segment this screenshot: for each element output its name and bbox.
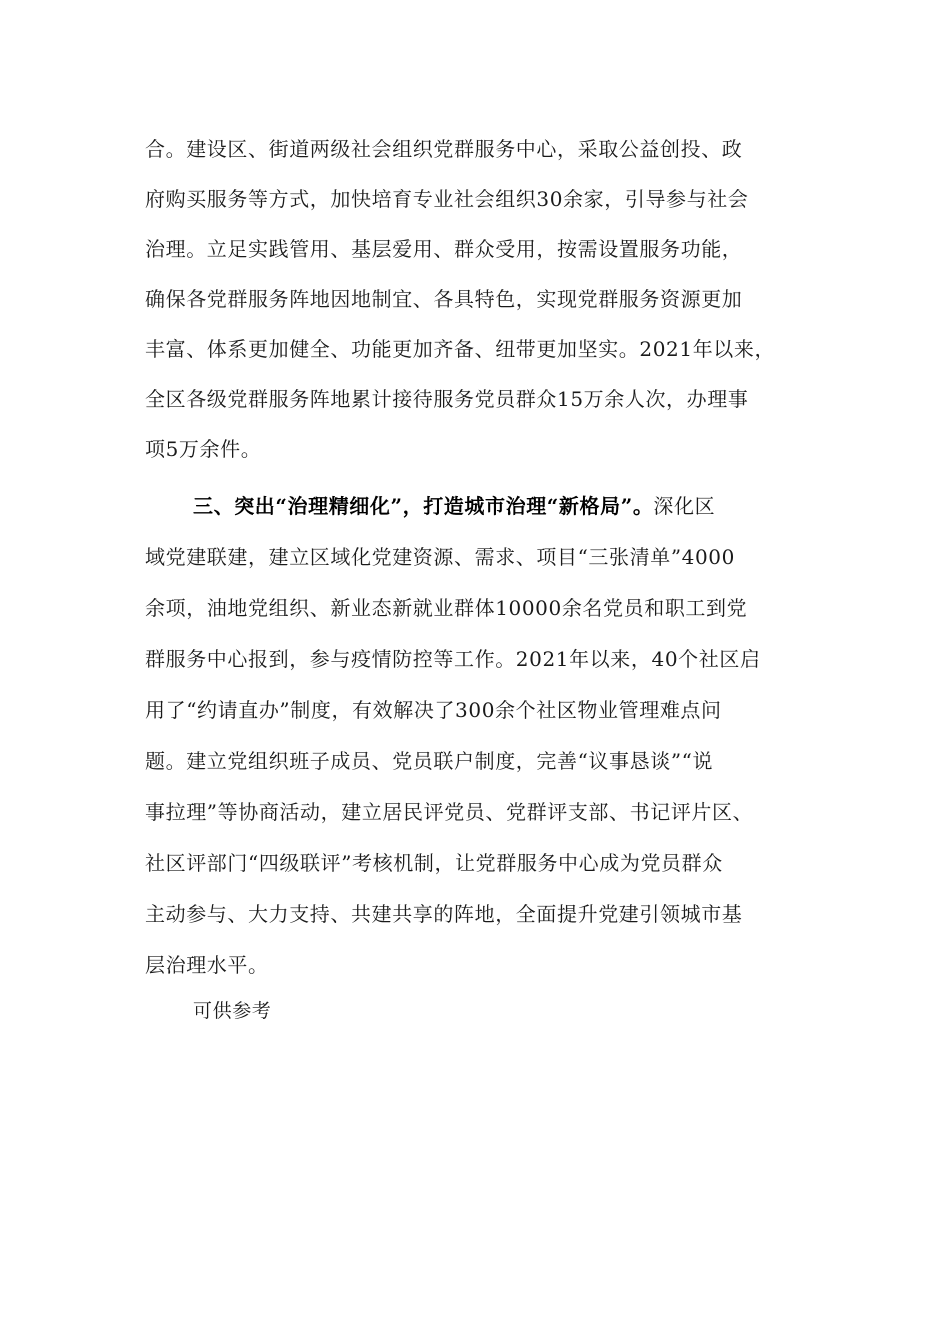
paragraph-line: 项5万余件。 [145, 437, 262, 461]
paragraph-line: 治理。立足实践管用、基层爱用、群众受用，按需设置服务功能， [145, 237, 743, 261]
paragraph-line: 全区各级党群服务阵地累计接待服务党员群众15万余人次，办理事 [145, 387, 749, 411]
paragraph-line: 丰富、体系更加健全、功能更加齐备、纽带更加坚实。2021年以来， [145, 337, 776, 361]
paragraph-line: 合。建设区、街道两级社会组织党群服务中心，采取公益创投、政 [145, 137, 743, 161]
closing-text: 可供参考 [193, 1000, 272, 1022]
paragraph-line: 群服务中心报到，参与疫情防控等工作。2021年以来，40个社区启 [145, 647, 761, 671]
paragraph-line: 域党建联建，建立区域化党建资源、需求、项目“三张清单”4000 [145, 545, 735, 569]
paragraph-line: 社区评部门“四级联评”考核机制，让党群服务中心成为党员群众 [145, 851, 723, 875]
section-heading: 三、突出“治理精细化”，打造城市治理“新格局”。 [193, 494, 654, 518]
paragraph-line: 事拉理”等协商活动，建立居民评党员、党群评支部、书记评片区、 [145, 800, 754, 824]
heading-line-rest: 深化区 [653, 494, 716, 518]
paragraph-first-line [193, 492, 715, 520]
paragraph-line: 用了“约请直办”制度，有效解决了300余个社区物业管理难点问 [145, 698, 722, 722]
paragraph-line: 层治理水平。 [145, 953, 269, 977]
paragraph-line: 主动参与、大力支持、共建共享的阵地，全面提升党建引领城市基 [145, 902, 743, 926]
paragraph-line: 余项，油地党组织、新业态新就业群体10000余名党员和职工到党 [145, 596, 748, 620]
paragraph-line: 确保各党群服务阵地因地制宜、各具特色，实现党群服务资源更加 [145, 287, 743, 311]
paragraph-line: 府购买服务等方式，加快培育专业社会组织30余家，引导参与社会 [145, 187, 749, 211]
paragraph-line: 题。建立党组织班子成员、党员联户制度，完善“议事恳谈”“说 [145, 749, 714, 773]
